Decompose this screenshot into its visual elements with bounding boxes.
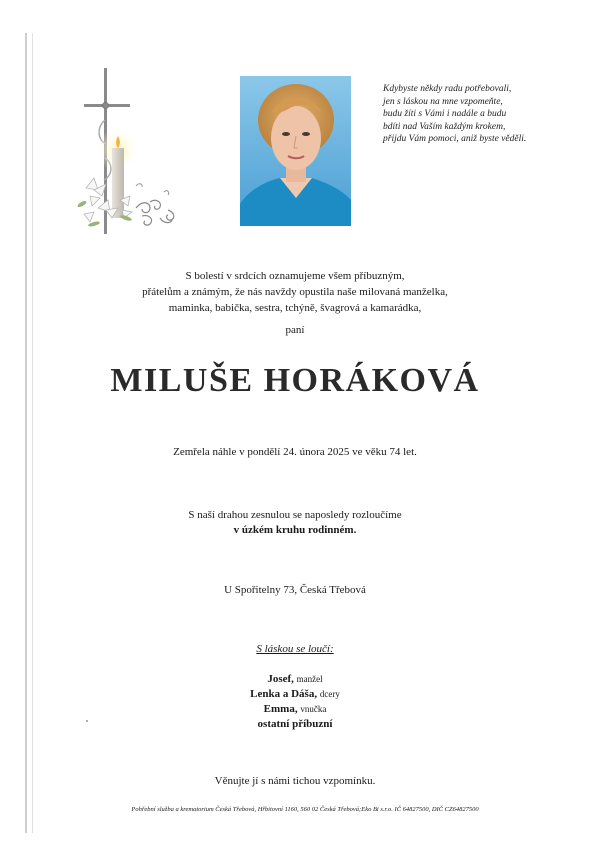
memorial-poem	[383, 83, 583, 146]
poem-line: přijdu Vám pomoci, aniž byste věděli.	[383, 134, 527, 144]
death-notice: Zemřela náhle v pondělí 24. února 2025 ve věku 74 let.	[173, 446, 417, 458]
poem-line: bdíti nad Vaším každým krokem,	[383, 121, 506, 132]
poem-line: budu žíti s Vámi i nadále a budu	[383, 109, 507, 119]
farewell-line-bold: v úzkém kruhu rodinném.	[233, 524, 357, 536]
footer-credit: Pohřební služba a krematorium Česká Třebová, Hřbitovní 1160, 560 02 Česká Třebová;Eko Bi s.r.o. IČ 64827500, DIČ CZ64827500	[131, 806, 479, 813]
mourner-relation: dcery	[319, 689, 340, 699]
address: U Spořitelny 73, Česká Třebová	[224, 584, 366, 596]
page-edge-line-inner	[32, 33, 33, 833]
deceased-name: MILUŠE HORÁKOVÁ	[110, 362, 480, 399]
announcement-text	[100, 268, 490, 316]
honorific: paní	[285, 324, 305, 336]
mourner-name: Emma,	[263, 703, 298, 715]
page-edge-line	[25, 33, 27, 833]
portrait-photo	[240, 76, 351, 226]
stray-dot	[86, 720, 88, 722]
announcement-line: S bolestí v srdcích oznamujeme všem příbuzným,	[185, 270, 405, 282]
mourner-entry	[90, 672, 500, 687]
mourner-name: Lenka a Dáša,	[250, 688, 318, 700]
closing-line: Věnujte jí s námi tichou vzpomínku.	[214, 775, 376, 787]
mourner-name: ostatní příbuzní	[257, 718, 333, 730]
mourners-list	[90, 672, 500, 732]
cross-candle-lily-ornament-icon	[76, 68, 188, 238]
funeral-info	[90, 508, 500, 538]
mourner-relation: vnučka	[300, 704, 327, 714]
farewell-line: S naší drahou zesnulou se naposledy rozloučíme	[188, 509, 402, 521]
mourner-name: Josef,	[267, 673, 294, 685]
poem-line: jen s láskou na mne vzpomeňte,	[383, 96, 503, 107]
mourner-entry	[90, 687, 500, 702]
mourner-entry	[90, 717, 500, 732]
poem-line: Kdybyste někdy radu potřebovali,	[383, 84, 512, 94]
mourners-heading: S láskou se loučí:	[256, 643, 334, 655]
announcement-line: maminka, babička, sestra, tchýně, švagrová a kamarádka,	[168, 302, 422, 314]
mourner-relation: manžel	[296, 674, 323, 684]
announcement-line: přátelům a známým, že nás navždy opustila naše milovaná manželka,	[142, 286, 448, 298]
mourner-entry	[90, 702, 500, 717]
